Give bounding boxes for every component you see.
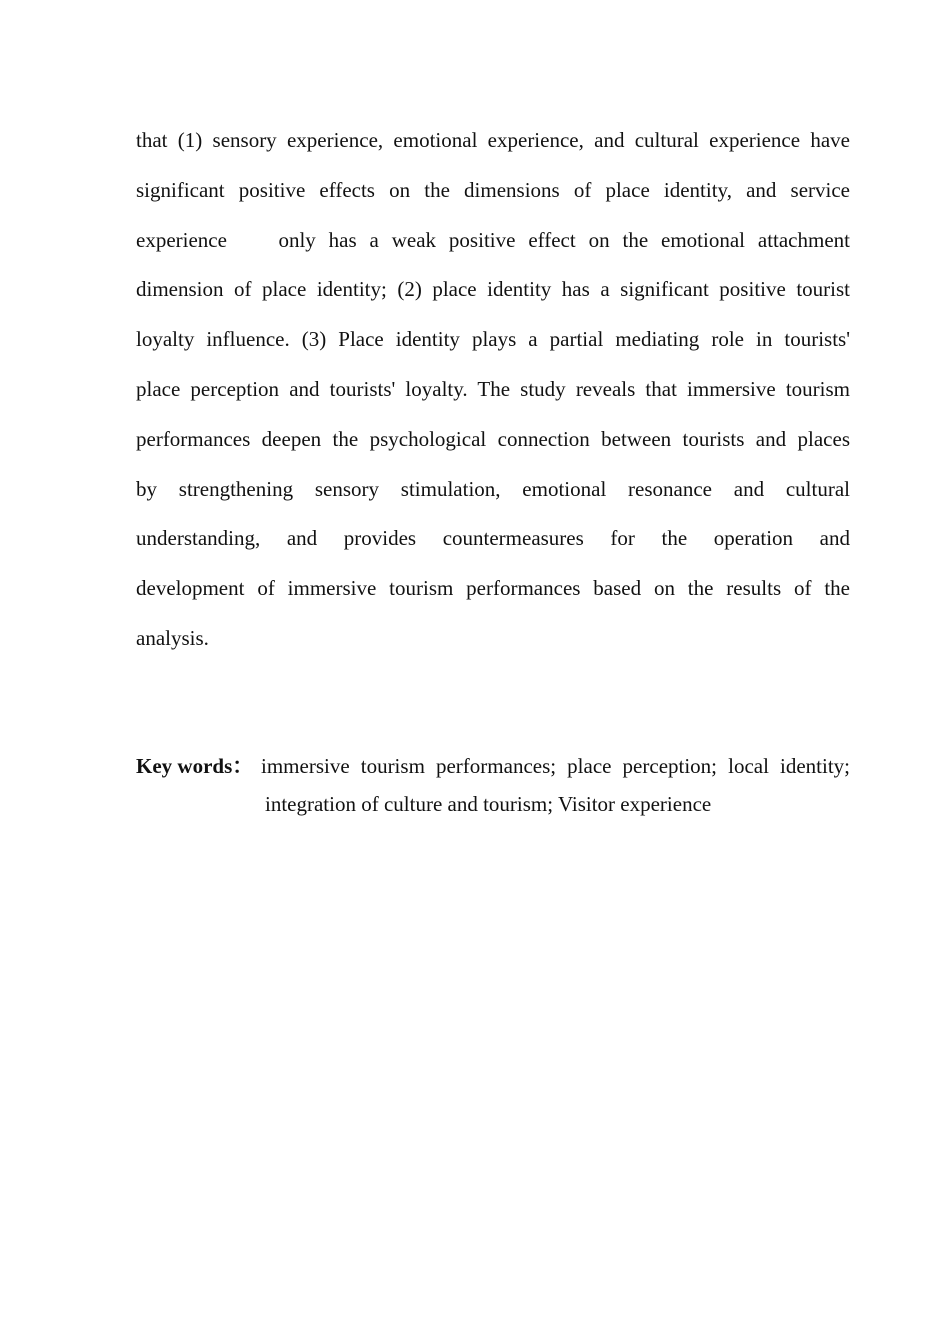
keywords-row-1 (136, 747, 850, 785)
keywords-section (136, 747, 850, 823)
keywords-text-line-1: immersive tourism performances; place perception; local identity; (261, 754, 850, 778)
abstract-line: experience only has a weak positive effect on the emotional attachment (136, 227, 850, 252)
abstract-line: analysis. (136, 625, 209, 650)
abstract-line: development of immersive tourism performances based on the results of the (136, 576, 850, 601)
abstract-line: by strengthening sensory stimulation, emotional resonance and cultural (136, 476, 850, 501)
keywords-label: Key words： (136, 754, 254, 778)
abstract-line: performances deepen the psychological connection between tourists and places (136, 426, 850, 451)
abstract-line: dimension of place identity; (2) place identity has a significant positive tourist (136, 277, 850, 302)
keywords-text-line-2: integration of culture and tourism; Visitor experience (265, 792, 712, 816)
abstract-line: understanding, and provides countermeasures for the operation and (136, 526, 850, 551)
abstract-line: loyalty influence. (3) Place identity plays a partial mediating role in tourists' (136, 327, 850, 352)
abstract-line: that (1) sensory experience, emotional experience, and cultural experience have (136, 128, 850, 152)
abstract-line: significant positive effects on the dimensions of place identity, and service (136, 177, 850, 202)
abstract-line: place perception and tourists' loyalty. The study reveals that immersive tourism (136, 376, 850, 401)
keywords-row-2 (136, 785, 850, 823)
abstract-paragraph (136, 116, 850, 664)
